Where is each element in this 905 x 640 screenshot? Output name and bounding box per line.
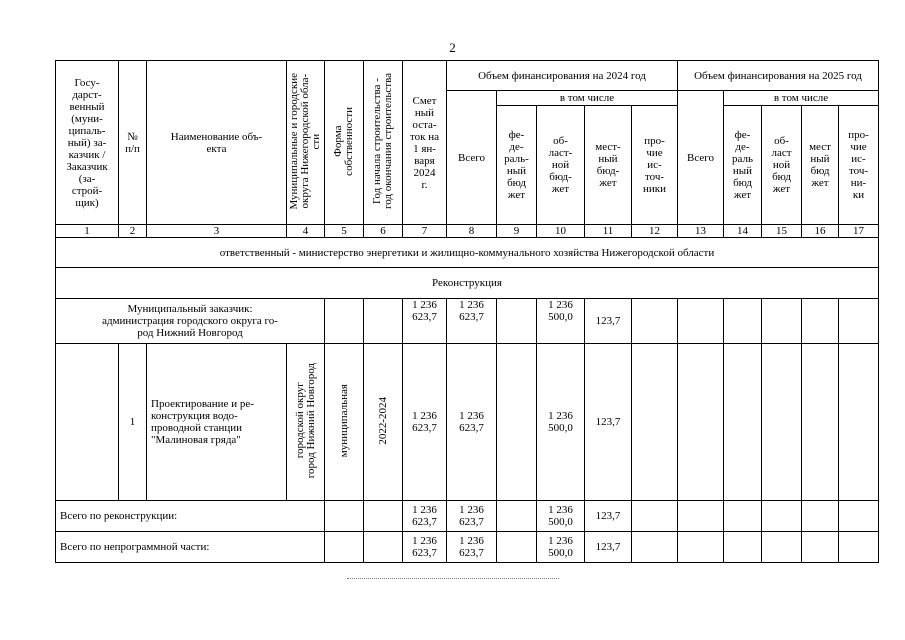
header-object-name: Наименование объ- екта <box>147 61 287 225</box>
col-number: 4 <box>287 225 325 238</box>
col-number: 12 <box>632 225 678 238</box>
header-total-2025: Всего <box>678 91 724 225</box>
header-years <box>364 61 403 225</box>
financing-table <box>55 60 879 563</box>
header-total-2024: Всего <box>447 91 497 225</box>
col-number: 10 <box>537 225 585 238</box>
col-number: 17 <box>839 225 879 238</box>
object-total-2024: 1 236 623,7 <box>447 344 497 501</box>
table-row-total-reconstruction <box>56 501 879 532</box>
object-municipality <box>287 344 325 501</box>
header-years-text: Год начала строительства - год окончания строительства <box>371 73 394 209</box>
object-name: Проектирование и ре- конструкция водо- проводной станции "Малиновая гряда" <box>147 344 287 501</box>
total-reconstruction-local-2024: 123,7 <box>585 501 632 532</box>
header-federal-2025: фе- де- раль ный бюд жет <box>724 106 762 225</box>
total-nonprogram-regional-2024: 1 236 500,0 <box>537 532 585 563</box>
responsible-row: ответственный - министерство энергетики и жилищно-коммунального хозяйства Нижегородской области <box>56 238 879 268</box>
header-number: № п/п <box>119 61 147 225</box>
total-reconstruction-label: Всего по реконструкции: <box>56 501 325 532</box>
object-local-2024: 123,7 <box>585 344 632 501</box>
object-municipality-text: городской округ город Нижний Новгород <box>293 362 317 479</box>
col-number: 6 <box>364 225 403 238</box>
object-number: 1 <box>119 344 147 501</box>
total-nonprogram-label: Всего по непрограммной части: <box>56 532 325 563</box>
section-title: Реконструкция <box>56 268 879 299</box>
col-number: 7 <box>403 225 447 238</box>
total-reconstruction-total-2024: 1 236 623,7 <box>447 501 497 532</box>
object-ownership <box>325 344 364 501</box>
header-other-2025: про- чие ис- точ- ни- ки <box>839 106 879 225</box>
header-including-2024: в том числе <box>497 91 678 106</box>
customer-label: Муниципальный заказчик: администрация городского округа го- род Нижний Новгород <box>56 299 325 344</box>
header-regional-2024: об- ласт- ной бюд- жет <box>537 106 585 225</box>
total-nonprogram-total-2024: 1 236 623,7 <box>447 532 497 563</box>
total-nonprogram-local-2024: 123,7 <box>585 532 632 563</box>
total-reconstruction-regional-2024: 1 236 500,0 <box>537 501 585 532</box>
total-nonprogram-balance: 1 236 623,7 <box>403 532 447 563</box>
header-federal-2024: фе- де- раль- ный бюд жет <box>497 106 537 225</box>
header-local-2025: мест ный бюд жет <box>802 106 839 225</box>
header-other-2024: про- чие ис- точ- ники <box>632 106 678 225</box>
object-years-text: 2022-2024 <box>376 396 389 445</box>
col-number: 9 <box>497 225 537 238</box>
table-row-customer <box>56 299 879 344</box>
total-reconstruction-balance: 1 236 623,7 <box>403 501 447 532</box>
col-number: 8 <box>447 225 497 238</box>
table-row-object <box>56 344 879 501</box>
col-number: 14 <box>724 225 762 238</box>
col-number: 2 <box>119 225 147 238</box>
object-ownership-text: муниципальная <box>337 383 350 458</box>
col-number: 3 <box>147 225 287 238</box>
footer-separator <box>347 578 559 579</box>
table-row-total-nonprogram <box>56 532 879 563</box>
header-balance: Смет ный оста- ток на 1 ян- варя 2024 г. <box>403 61 447 225</box>
header-local-2024: мест- ный бюд- жет <box>585 106 632 225</box>
header-municipality <box>287 61 325 225</box>
header-regional-2025: об- ласт ной бюд жет <box>762 106 802 225</box>
col-number: 5 <box>325 225 364 238</box>
header-ownership <box>325 61 364 225</box>
header-fin-2024: Объем финансирования на 2024 год <box>447 61 678 91</box>
col-number: 11 <box>585 225 632 238</box>
col-number: 1 <box>56 225 119 238</box>
column-number-row <box>56 225 879 238</box>
object-balance: 1 236 623,7 <box>403 344 447 501</box>
header-municipality-text: Муниципальные и городские округа Нижегородской обла- сти <box>288 72 322 210</box>
page-number: 2 <box>449 40 456 55</box>
customer-total-2024: 1 236 623,7 <box>447 299 497 344</box>
customer-balance: 1 236 623,7 <box>403 299 447 344</box>
col-number: 15 <box>762 225 802 238</box>
col-number: 16 <box>802 225 839 238</box>
col-number: 13 <box>678 225 724 238</box>
customer-regional-2024: 1 236 500,0 <box>537 299 585 344</box>
header-customer: Госу- дарст- венный (муни- ципаль- ный) за- казчик / Заказчик (за- строй- щик) <box>56 61 119 225</box>
object-regional-2024: 1 236 500,0 <box>537 344 585 501</box>
customer-local-2024: 123,7 <box>585 299 632 344</box>
header-fin-2025: Объем финансирования на 2025 год <box>678 61 879 91</box>
header-ownership-text: Форма собственности <box>332 106 355 176</box>
header-including-2025: в том числе <box>724 91 879 106</box>
object-years <box>364 344 403 501</box>
